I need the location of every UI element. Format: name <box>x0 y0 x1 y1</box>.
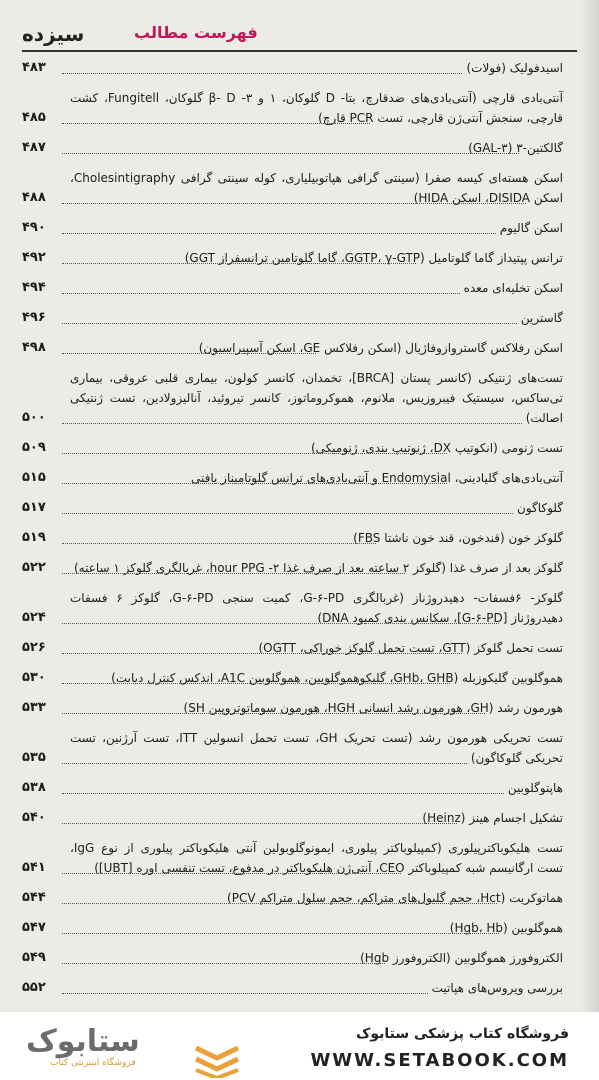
toc-leader-dots <box>62 823 457 824</box>
logo-text: ستابوک <box>26 1024 140 1059</box>
toc-entry-title: تست هلیکوباکترپیلوری (کمپیلوباکتر پیلوری، ایمونوگلوبولین آنتی هلیکوباکتر پیلوری از نوع IgG، تست ارگانیسم شبه کمپیلوباکتر CEO، آنتی‌ژن هلیکوباکتر در مدفوع، تست تنفسی اوره [UBT]) <box>70 841 563 875</box>
toc-entry <box>22 808 563 828</box>
toc-entry-title: ترانس پپتیداز گاما گلوتامیل (GGTP، γ-GTP، گاما گلوتامین ترانسفراز GGT) <box>184 251 563 265</box>
toc-leader-dots <box>62 933 499 934</box>
toc-entry-page: ۴۸۷ <box>22 140 46 155</box>
page-number: سیزده <box>22 22 85 46</box>
toc-entry-page: ۵۱۵ <box>22 470 46 485</box>
toc-leader-dots <box>62 793 504 794</box>
toc-leader-dots <box>62 483 447 484</box>
toc-entry-page: ۵۲۲ <box>22 560 46 575</box>
toc-leader-dots <box>62 353 316 354</box>
toc-leader-dots <box>62 453 447 454</box>
store-footer <box>0 1012 599 1080</box>
toc-entry <box>22 888 563 908</box>
toc-leader-dots <box>62 233 496 234</box>
store-logo <box>26 1024 176 1070</box>
toc-leader-dots <box>62 763 467 764</box>
toc-entry <box>22 558 563 578</box>
toc-entry <box>22 698 563 718</box>
toc-entry-page: ۵۰۹ <box>22 440 46 455</box>
toc-entry <box>22 438 563 458</box>
toc-leader-dots <box>62 873 401 874</box>
toc-entry-page: ۵۳۸ <box>22 780 46 795</box>
toc-leader-dots <box>62 653 462 654</box>
toc-entry-title: تست تحمل گلوکز (GTT، تست تحمل گلوکز خوراکی، OGTT) <box>258 641 563 655</box>
toc-entry-page: ۵۲۶ <box>22 640 46 655</box>
toc-entry-page: ۵۱۷ <box>22 500 46 515</box>
toc-entry-title: بررسی ویروس‌های هپاتیت <box>431 981 563 995</box>
header-rule <box>22 50 577 52</box>
toc-entry-page: ۵۳۰ <box>22 670 46 685</box>
toc-entry-page: ۵۴۴ <box>22 890 46 905</box>
toc-leader-dots <box>62 263 416 264</box>
toc-entry-title: اسکن تخلیه‌ای معده <box>463 281 563 295</box>
toc-entry-title: آنتی‌بادی‌های گلیادینی، Endomysial و آنتی‌بادی‌های ترانس گلوتامیناز بافتی <box>191 471 563 485</box>
toc-entry-title: هماتوکریت (Hct، حجم گلبول‌های متراکم، حجم سلول متراکم PCV) <box>227 891 563 905</box>
toc-entry <box>22 778 563 798</box>
toc-leader-dots <box>62 683 450 684</box>
toc-entry <box>22 978 563 998</box>
store-url: WWW.SETABOOK.COM <box>310 1050 569 1071</box>
toc-entry <box>22 58 563 78</box>
toc-entry <box>22 468 563 488</box>
toc-entry-page: ۴۸۳ <box>22 60 46 75</box>
toc-entry-title: اسکن هسته‌ای کیسه صفرا (سینتی گرافی هپاتوبیلیاری، کوله سینتی گرافی Cholesintigraphy، اسکن DISIDA، اسکن HIDA) <box>70 171 563 205</box>
toc-entry <box>22 218 563 238</box>
toc-entry-page: ۵۱۹ <box>22 530 46 545</box>
toc-entry <box>22 948 563 968</box>
toc-leader-dots <box>62 323 517 324</box>
toc-entry-page: ۵۴۰ <box>22 810 46 825</box>
toc-entry-title: گلوکز- ۶فسفات- دهیدروژناز (غربالگری G-۶-PD، کمیت سنجی G-۶-PD، گلوکز ۶ فسفات دهیدروژناز [G-۶-PD]، سکانس بندی کمبود DNA) <box>70 591 563 625</box>
page-header <box>22 20 577 50</box>
toc-leader-dots <box>62 73 462 74</box>
toc-entry <box>22 668 563 688</box>
toc-entry-title: گالکتین-۳ (GAL-۳) <box>468 141 563 155</box>
toc-leader-dots <box>62 293 460 294</box>
toc-entry-title: الکتروفورز هموگلوبین (الکتروفورز Hgb) <box>360 951 563 965</box>
toc-entry-title: هموگلوبین (Hgb، Hb) <box>449 921 563 935</box>
toc-entry <box>22 138 563 158</box>
toc-leader-dots <box>62 963 385 964</box>
toc-entry-title: تست تحریکی هورمون رشد (تست تحریک GH، تست تحمل انسولین ITT، تست آرژنین، تست تحریکی گلوکاگون) <box>70 731 563 765</box>
section-title: فهرست مطالب <box>134 23 258 42</box>
toc-entry-page: ۵۳۵ <box>22 750 46 765</box>
toc-entry-page: ۵۴۹ <box>22 950 46 965</box>
store-name: فروشگاه کتاب پزشکی ستابوک <box>356 1026 569 1042</box>
toc-leader-dots <box>62 153 519 154</box>
toc-leader-dots <box>62 203 526 204</box>
toc-entry <box>22 588 563 628</box>
toc-leader-dots <box>62 543 376 544</box>
toc-entry-title: گاسترین <box>520 311 563 325</box>
toc-entry-title: گلوکاگون <box>517 501 563 515</box>
toc-leader-dots <box>62 993 428 994</box>
toc-leader-dots <box>62 423 522 424</box>
toc-entry-page: ۴۹۶ <box>22 310 46 325</box>
toc-entry-title: گلوکز خون (قندخون، قند خون ناشتا FBS) <box>353 531 563 545</box>
toc-entry-page: ۵۲۴ <box>22 610 46 625</box>
toc-entry-page: ۵۴۱ <box>22 860 46 875</box>
toc-leader-dots <box>62 123 370 124</box>
toc-entry <box>22 528 563 548</box>
toc-entry-title: تشکیل اجسام هینز (Heinz) <box>422 811 563 825</box>
toc-entry <box>22 338 563 358</box>
toc-leader-dots <box>62 513 513 514</box>
toc-entry-title: تست‌های ژنتیکی (کانسر پستان [BRCA]، تخمدان، کانسر کولون، بیماری قلبی عروقی، بیماری تی‌ساکس، سیستیک فیبروزیس، ملانوم، هموکروماتوز، کانسر تیروئید، آنالیزولادین، تست ژنتیکی اصالت) <box>70 371 563 425</box>
toc-entry-page: ۴۸۸ <box>22 190 46 205</box>
toc-entry <box>22 248 563 268</box>
toc-entry-title: آنتی‌بادی قارچی (آنتی‌بادی‌های ضدقارچ، بتا- D گلوکان، ۱ و ۳- β- D گلوکان، Fungitell، کشت قارچی، سنجش آنتی‌ژن قارچی، تست PCR قارچ) <box>70 91 563 125</box>
logo-subtitle: فروشگاه اینترنتی کتاب <box>50 1058 136 1068</box>
toc-entry-page: ۵۳۳ <box>22 700 46 715</box>
toc-entry-page: ۴۹۲ <box>22 250 46 265</box>
toc-leader-dots <box>62 713 485 714</box>
toc-entry-page: ۵۵۲ <box>22 980 46 995</box>
toc-entry-title: اسکن رفلاکس گاستروازوفاژیال (اسکن رفلاکس GE، اسکن آسپیراسیون) <box>198 341 563 355</box>
toc-entry <box>22 88 563 128</box>
toc-leader-dots <box>62 903 497 904</box>
toc-entry-page: ۵۴۷ <box>22 920 46 935</box>
toc-leader-dots <box>62 623 499 624</box>
toc-entry-title: تست ژنومی (انکوتیپ DX، ژنوتیپ بندی، ژنومیکی) <box>310 441 563 455</box>
toc-entry-title: اسیدفولیک (فولات) <box>466 61 563 75</box>
toc-entry <box>22 728 563 768</box>
toc-entry-page: ۴۸۵ <box>22 110 46 125</box>
toc-entry-page: ۵۰۰ <box>22 410 46 425</box>
table-of-contents <box>22 58 563 1012</box>
toc-entry <box>22 918 563 938</box>
toc-entry-title: اسکن گالیوم <box>499 221 563 235</box>
toc-entry <box>22 838 563 878</box>
toc-entry-title: هموگلوبین گلیکوزیله (GHb، GHB، گلیکوهموگلوبین، هموگلوبین A1C، اندکس کنترل دیابت) <box>111 671 563 685</box>
toc-entry <box>22 278 563 298</box>
toc-entry <box>22 498 563 518</box>
toc-entry <box>22 638 563 658</box>
book-stack-icon <box>194 1042 240 1078</box>
toc-entry <box>22 368 563 428</box>
toc-entry <box>22 308 563 328</box>
toc-entry-page: ۴۹۰ <box>22 220 46 235</box>
toc-leader-dots <box>62 573 405 574</box>
toc-entry-page: ۴۹۸ <box>22 340 46 355</box>
toc-entry-title: گلوکز بعد از صرف غذا (گلوکز ۲ ساعته بعد از صرف غذا ۲- hour PPG، غربالگری گلوکز ۱ ساعته) <box>73 561 563 575</box>
toc-entry-page: ۴۹۴ <box>22 280 46 295</box>
toc-entry-title: هاپتوگلوبین <box>507 781 563 795</box>
toc-entry-title: هورمون رشد (GH، هورمون رشد انسانی HGH، هورمون سوماتوتروپین SH) <box>183 701 563 715</box>
toc-entry <box>22 168 563 208</box>
